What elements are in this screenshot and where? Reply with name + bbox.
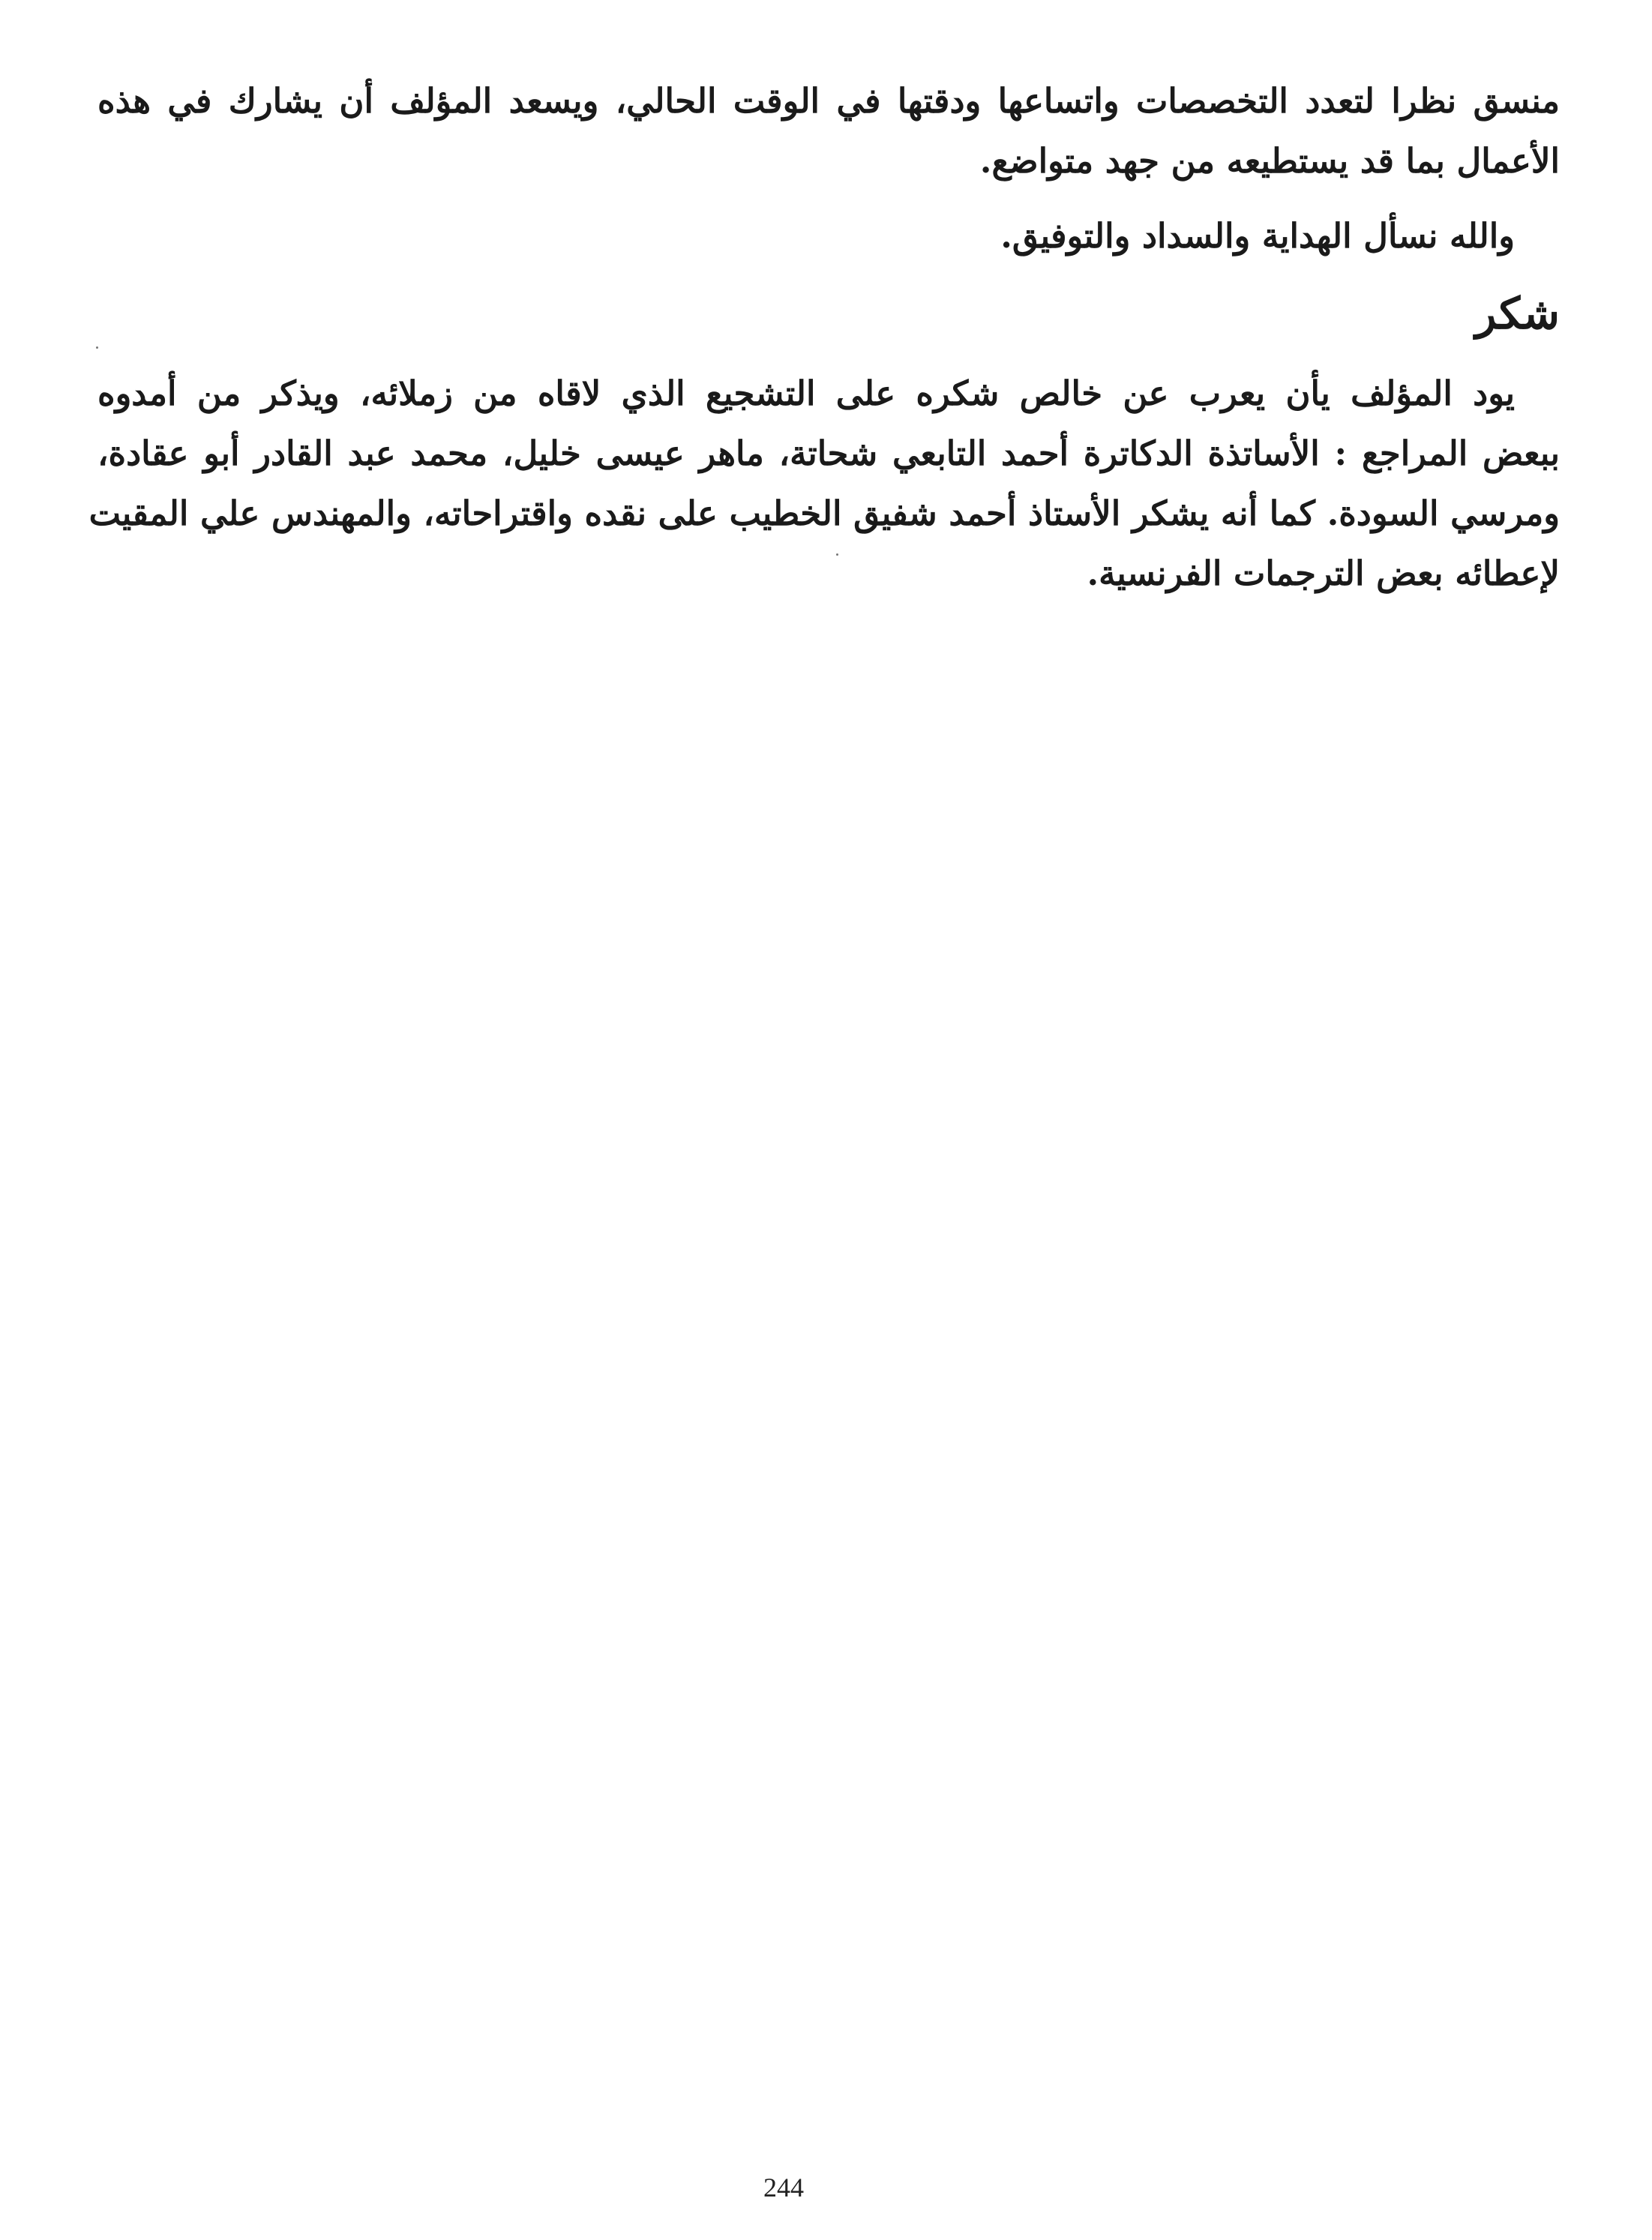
page-number: 244	[763, 2173, 804, 2203]
intro-line-2: الأعمال بما قد يستطيعه من جهد متواضع.	[979, 141, 1560, 181]
ack-line-2: ببعض المراجع : الأساتذة الدكاترة أحمد التابعي شحاتة، ماهر عيسى خليل، محمد عبد القادر أبو عقادة،	[97, 433, 1560, 473]
intro-paragraph	[97, 71, 1560, 191]
acknowledgment-paragraph	[88, 364, 1560, 604]
ack-line-1: يود المؤلف يأن يعرب عن خالص شكره على التشجيع الذي لاقاه من زملائه، ويذكر من أمدوه	[97, 373, 1515, 413]
scan-speck	[836, 553, 838, 556]
closing-line: والله نسأل الهداية والسداد والتوفيق.	[1000, 216, 1515, 256]
intro-line-1: منسق نظرا لتعدد التخصصات واتساعها ودقتها في الوقت الحالي، ويسعد المؤلف أن يشارك في هذه	[97, 81, 1560, 121]
acknowledgment-heading: شكر	[1475, 288, 1560, 339]
ack-line-4: لإعطائه بعض الترجمات الفرنسية.	[1087, 553, 1560, 593]
closing-prayer	[97, 206, 1560, 266]
scan-speck	[96, 346, 98, 349]
ack-line-3: ومرسي السودة. كما أنه يشكر الأستاذ أحمد شفيق الخطيب على نقده واقتراحاته، والمهندس علي المقيت	[88, 493, 1560, 533]
